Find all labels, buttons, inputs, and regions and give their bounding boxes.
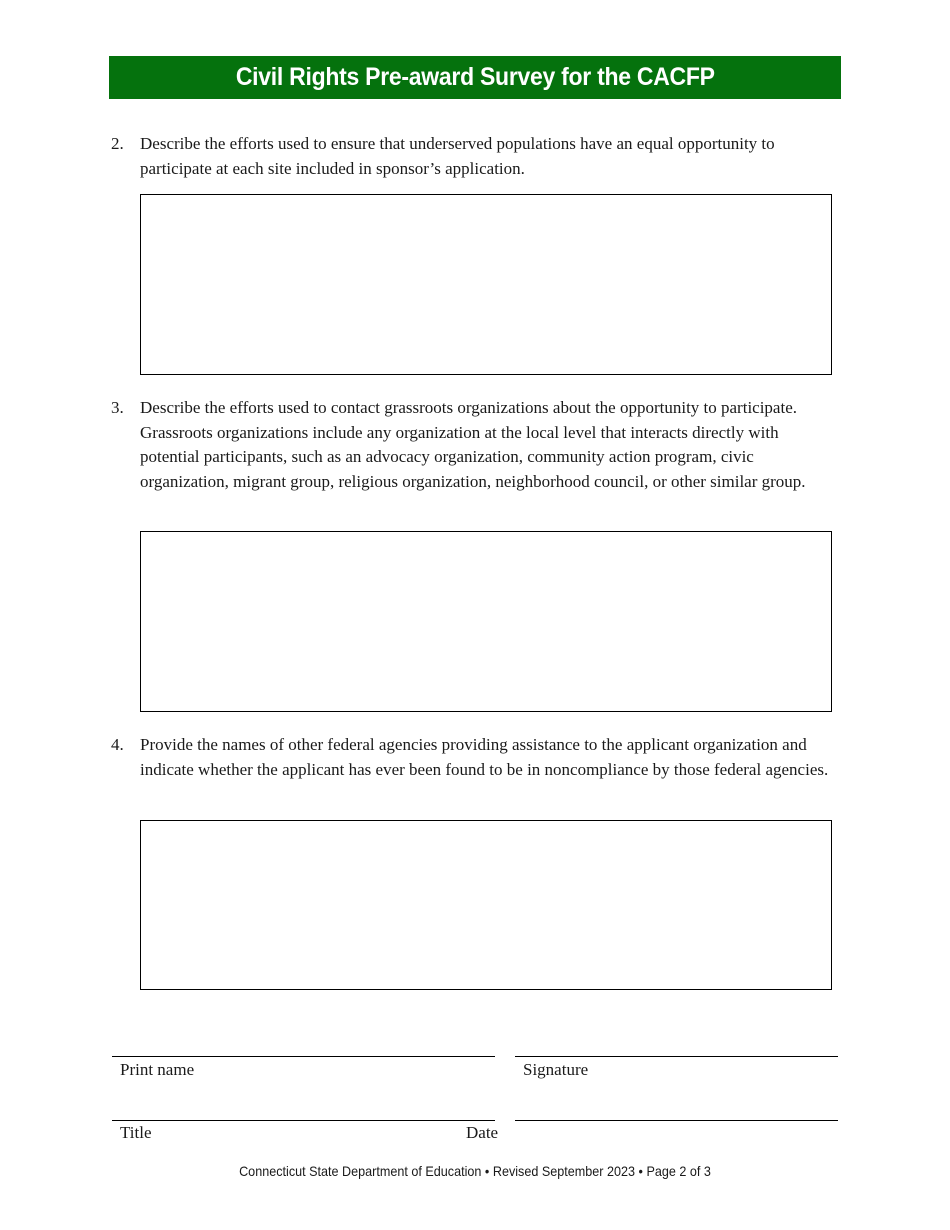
print-name-label: Print name [120,1060,195,1079]
question-3 [111,396,841,494]
question-text: Describe the efforts used to ensure that underserved populations have an equal opportunity to participate at each site included in sponsor’s application. [140,134,775,178]
date-line[interactable] [515,1120,838,1121]
question-number: 3. [111,398,124,417]
title-label: Title [120,1123,152,1142]
question-4 [111,733,841,782]
question-number: 4. [111,735,124,754]
signature-label: Signature [523,1060,589,1079]
question-text: Provide the names of other federal agencies providing assistance to the applicant organization and indicate whether the applicant has ever been found to be in noncompliance by those federal agencies. [140,735,829,779]
page-footer: Connecticut State Department of Education • Revised September 2023 • Page 2 of 3 [239,1163,711,1179]
question-2-answer-field[interactable] [140,194,832,375]
question-4-answer-field[interactable] [140,820,832,990]
question-3-answer-field[interactable] [140,531,832,712]
title-line[interactable] [112,1120,495,1121]
print-name-line[interactable] [112,1056,495,1057]
question-2 [111,132,841,181]
signature-line[interactable] [515,1056,838,1057]
header-banner [109,56,841,99]
question-number: 2. [111,134,124,153]
question-text: Describe the efforts used to contact grassroots organizations about the opportunity to participate. Grassroots organizations include any organization at the local level that interacts directly with potential participants, such as an advocacy organization, community action program, civic organization, migrant group, religious organization, neighborhood council, or other similar group. [140,398,806,491]
date-label: Date [466,1123,499,1142]
page-title: Civil Rights Pre-award Survey for the CACFP [235,63,715,91]
